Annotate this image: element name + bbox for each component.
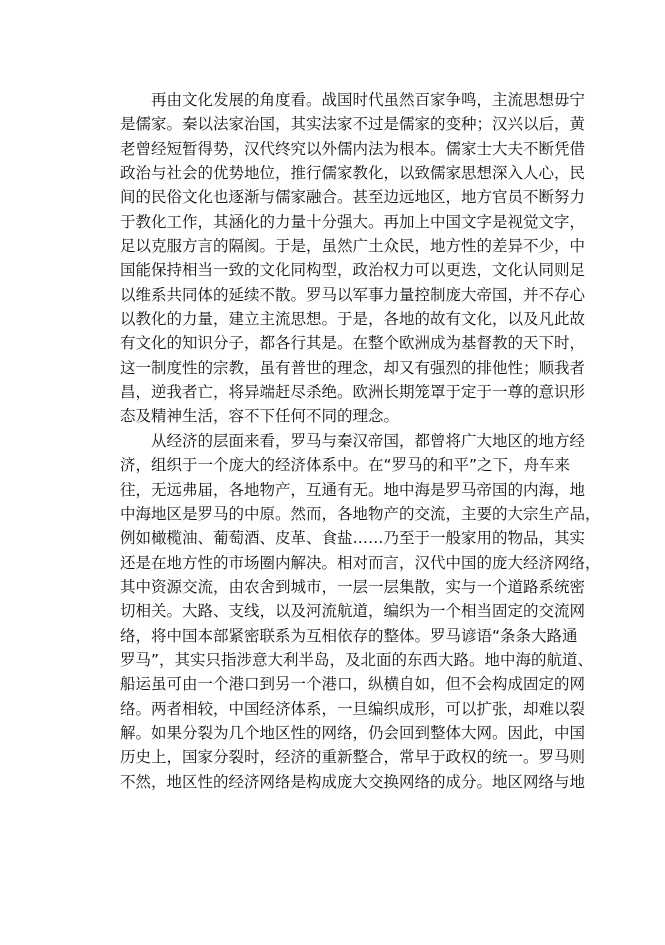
text-line: 还是在地方性的市场圈内解决。相对而言，汉代中国的庞大经济网络， <box>120 553 601 572</box>
text-line: 络，将中国本部紧密联系为互相依存的整体。罗马谚语“条条大路通 <box>120 626 578 645</box>
text-line: 于教化工作，其涵化的力量十分强大。再加上中国文字是视觉文字， <box>120 212 586 231</box>
text-line: 例如橄榄油、葡萄酒、皮革、食盐……乃至于一般家用的物品，其实 <box>120 529 586 548</box>
text-line: 老曾经短暂得势，汉代终究以外儒内法为根本。儒家士大夫不断凭借 <box>120 139 586 158</box>
text-line: 从经济的层面来看，罗马与秦汉帝国，都曾将广大地区的地方经 <box>120 431 586 450</box>
text-line: 再由文化发展的角度看。战国时代虽然百家争鸣，主流思想毋宁 <box>120 91 586 109</box>
text-line: 往，无远弗届，各地物产，互通有无。地中海是罗马帝国的内海，地 <box>120 480 586 499</box>
text-line: 有文化的知识分子，都各行其是。在整个欧洲成为基督教的天下时， <box>120 334 586 353</box>
text-line: 中海地区是罗马的中原。然而，各地物产的交流，主要的大宗生产品， <box>120 504 601 523</box>
text-line: 国能保持相当一致的文化同构型，政治权力可以更迭，文化认同则足 <box>120 261 586 280</box>
text-line: 解。如果分裂为几个地区性的网络，仍会回到整体大网。因此，中国 <box>120 723 586 742</box>
text-line: 切相关。大路、支线，以及河流航道，编织为一个相当固定的交流网 <box>120 602 586 621</box>
text-line: 间的民俗文化也逐渐与儒家融合。甚至边远地区，地方官员不断努力 <box>120 188 586 207</box>
text-line: 态及精神生活，容不下任何不同的理念。 <box>120 407 400 426</box>
body-text <box>120 88 601 794</box>
text-line: 以教化的力量，建立主流思想。于是，各地的故有文化，以及凡此故 <box>120 310 586 329</box>
text-line: 络。两者相较，中国经济体系，一旦编织成形，可以扩张，却难以裂 <box>120 699 586 718</box>
text-line: 罗马”，其实只指涉意大利半岛，及北面的东西大路。地中海的航道、 <box>120 650 594 669</box>
text-line: 是儒家。秦以法家治国，其实法家不过是儒家的变种；汉兴以后，黄 <box>120 115 586 134</box>
text-line: 不然，地区性的经济网络是构成庞大交换网络的成分。地区网络与地 <box>120 772 586 791</box>
text-line: 其中资源交流，由农舍到城市，一层一层集散，实与一个道路系统密 <box>120 577 586 596</box>
text-line: 这一制度性的宗教，虽有普世的理念，却又有强烈的排他性；顺我者 <box>120 358 586 377</box>
text-line: 政治与社会的优势地位，推行儒家教化，以致儒家思想深入人心，民 <box>120 164 586 183</box>
text-line: 船运虽可由一个港口到另一个港口，纵横自如，但不会构成固定的网 <box>120 675 586 694</box>
text-line: 历史上，国家分裂时，经济的重新整合，常早于政权的统一。罗马则 <box>120 748 586 767</box>
text-line: 足以克服方言的隔阂。于是，虽然广土众民，地方性的差异不少，中 <box>120 237 586 256</box>
text-line: 昌，逆我者亡，将异端赶尽杀绝。欧洲长期笼罩于定于一尊的意识形 <box>120 383 586 402</box>
text-line: 济，组织于一个庞大的经济体系中。在“罗马的和平”之下，舟车来 <box>120 456 571 475</box>
text-line: 以维系共同体的延续不散。罗马以军事力量控制庞大帝国，并不存心 <box>120 285 586 304</box>
